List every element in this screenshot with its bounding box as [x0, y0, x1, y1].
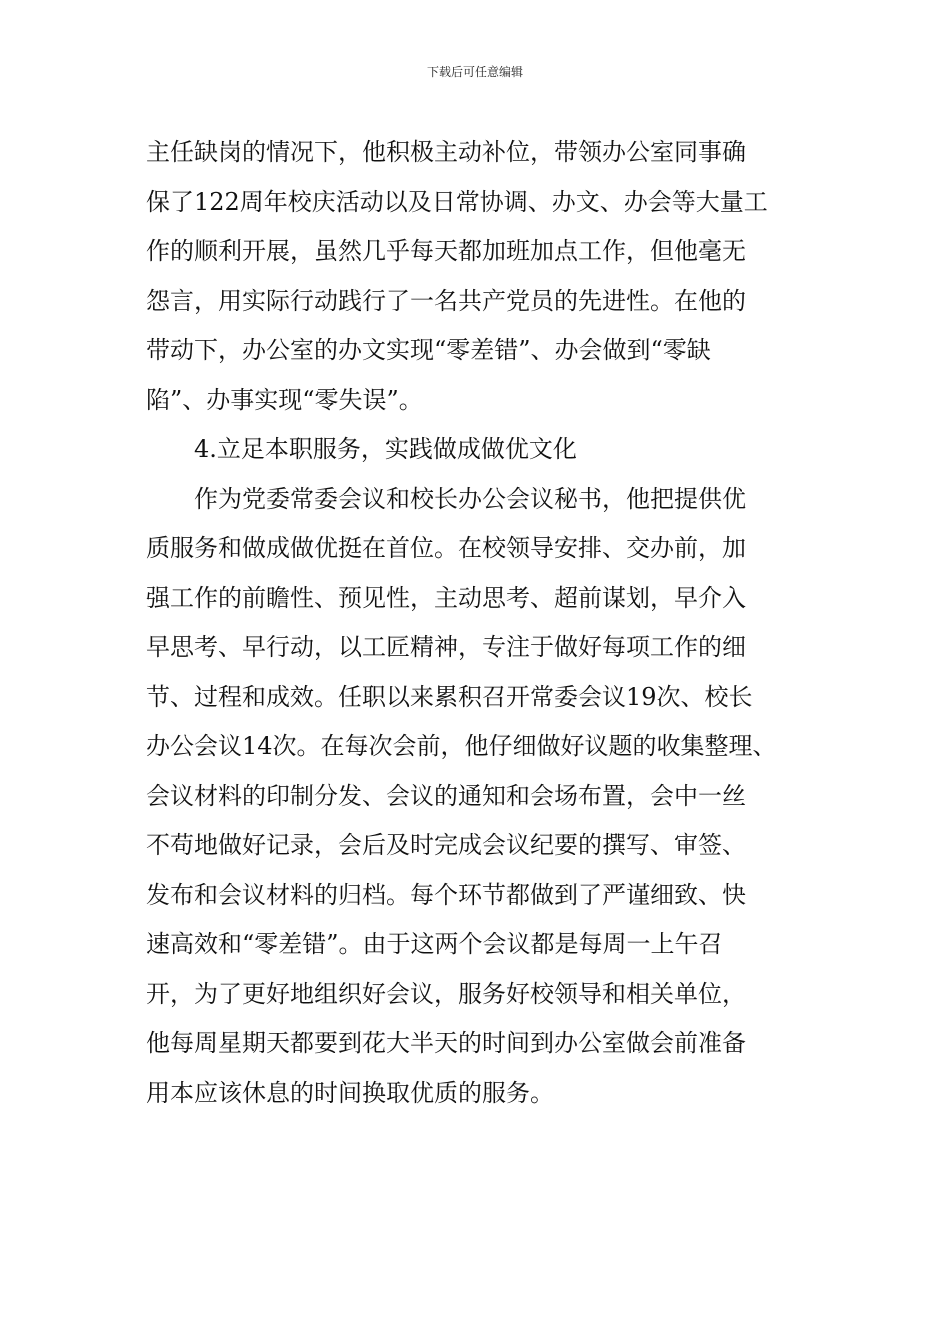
text-line: 作的顺利开展，虽然几乎每天都加班加点工作，但他毫无 [146, 237, 746, 265]
text-line: 早思考、早行动，以工匠精神，专注于做好每项工作的细 [146, 633, 746, 661]
paragraph-first-line: 作为党委常委会议和校长办公会议秘书，他把提供优 [194, 484, 746, 513]
text-line: 速高效和“零差错”。由于这两个会议都是每周一上午召 [146, 930, 723, 958]
document-body [146, 128, 814, 1118]
text-line: 带动下，办公室的办文实现“零差错”、办会做到“零缺 [146, 336, 711, 364]
text-line: 发布和会议材料的归档。每个环节都做到了严谨细致、快 [146, 880, 746, 909]
text-line: 办公会议14次。在每次会前，他仔细做好议题的收集整理、 [146, 732, 777, 760]
text-line: 开，为了更好地组织好会议，服务好校领导和相关单位， [146, 979, 746, 1008]
text-line: 节、过程和成效。任职以来累积召开常委会议19次、校长 [146, 682, 753, 711]
text-line: 陷”、办事实现“零失误”。 [146, 385, 423, 414]
text-line: 他每周星期天都要到花大半天的时间到办公室做会前准备 [146, 1029, 746, 1057]
text-line: 会议材料的印制分发、会议的通知和会场布置，会中一丝 [146, 781, 746, 810]
text-line: 怨言，用实际行动践行了一名共产党员的先进性。在他的 [146, 286, 746, 315]
text-line: 强工作的前瞻性、预见性，主动思考、超前谋划，早介入 [146, 583, 746, 612]
text-line: 主任缺岗的情况下，他积极主动补位，带领办公室同事确 [146, 138, 746, 166]
page-header: 下载后可任意编辑 [426, 65, 523, 79]
section-heading: 4.立足本职服务，实践做成做优文化 [194, 435, 577, 463]
text-line: 保了122周年校庆活动以及日常协调、办文、办会等大量工 [146, 187, 768, 216]
text-line: 不苟地做好记录，会后及时完成会议纪要的撰写、审签、 [146, 831, 746, 859]
text-line: 质服务和做成做优挺在首位。在校领导安排、交办前，加 [146, 534, 746, 562]
text-line: 用本应该休息的时间换取优质的服务。 [146, 1078, 554, 1107]
